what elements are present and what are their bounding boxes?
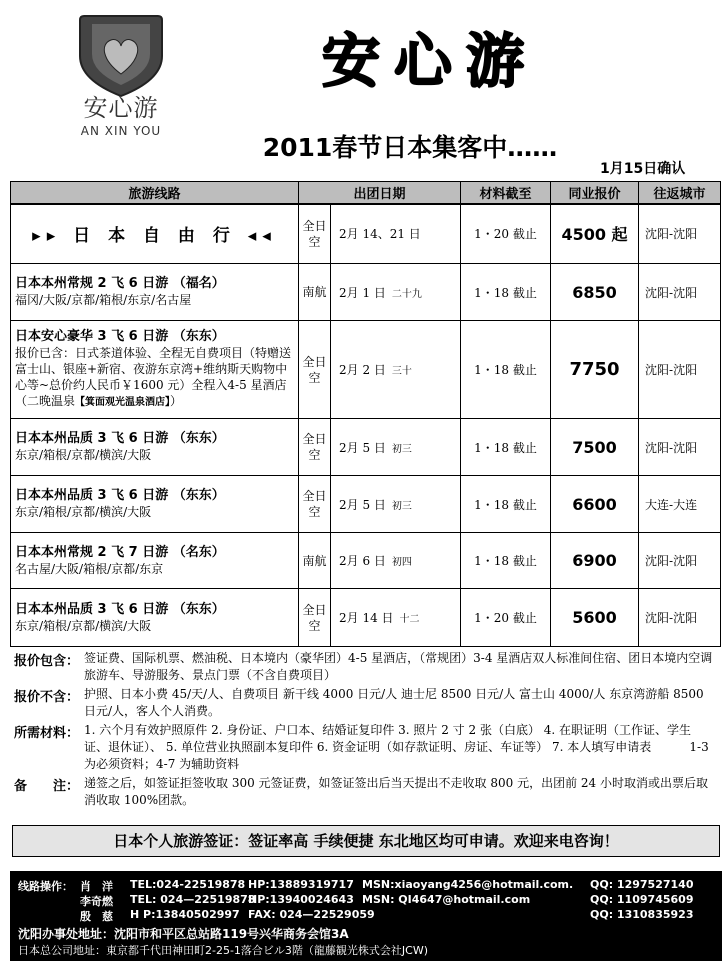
city: 沈阳-沈阳 — [639, 264, 721, 321]
contact-hp: HP:13889319717 — [248, 878, 354, 891]
date-text: 2月 5 日 — [339, 440, 386, 455]
route-cell — [11, 321, 299, 419]
route-title: ▸▸ 日 本 自 由 行 ◂◂ — [11, 204, 299, 264]
contact-name: 殷 慈 — [80, 910, 113, 923]
material-deadline: 1・20 截止 — [461, 589, 551, 647]
date-text: 2月 1 日 — [339, 285, 386, 300]
date-text: 2月 5 日 — [339, 497, 386, 512]
lunar-date: 初三 — [391, 500, 412, 512]
date-text: 2月 14 日 — [339, 611, 394, 625]
price: 6850 — [551, 264, 639, 321]
date-text: 2月 6 日 — [339, 554, 386, 568]
contact-fax: FAX: 024—22529059 — [248, 908, 375, 921]
city: 沈阳-沈阳 — [639, 321, 721, 419]
contact-qq: QQ: 1297527140 — [590, 878, 694, 891]
note-excluded — [14, 686, 714, 720]
date-text: 2月 2 日 — [339, 363, 386, 377]
route-desc-end: ） — [170, 393, 183, 408]
price: 6900 — [551, 533, 639, 589]
lunar-date: 十二 — [399, 614, 420, 625]
route-title: 日本本州品质 3 飞 6 日游 （东东） — [15, 488, 225, 503]
city: 大连-大连 — [639, 476, 721, 533]
confirm-date: 1月15日确认 — [600, 161, 686, 177]
note-remarks — [14, 775, 714, 809]
airline: 全日空 — [299, 419, 331, 476]
price: 6600 — [551, 476, 639, 533]
note-text: 1. 六个月有效护照原件 2. 身份证、户口本、结婚证复印件 3. 照片 2 寸 2 张（白底） 4. 在职证明（工作证、学生证、退休证）、 5. 单位营业执照副本复印件 6. 资金证明（如存款证明、房证、车证等） 7. 本人填写申请表 1-3 为必须资料；4-7 为辅助资料 — [84, 723, 713, 771]
note-label: 所需材料： — [14, 726, 80, 741]
note-label: 备 注： — [14, 779, 80, 794]
airline: 南航 — [299, 264, 331, 321]
table-row — [11, 419, 721, 476]
lunar-date: 三十 — [391, 366, 412, 377]
contact-msn: MSN: QI4647@hotmail.com — [362, 893, 531, 906]
route-cell — [11, 476, 299, 533]
header-price: 同业报价 — [551, 182, 639, 204]
hq-office-address: 日本总公司地址：東京都千代田神田町2-25-1落合ビル3階（龍藤観光株式会社JCW) — [18, 944, 429, 957]
table-row — [11, 589, 721, 647]
lunar-date: 初三 — [391, 443, 412, 455]
city: 沈阳-沈阳 — [639, 419, 721, 476]
header-date: 出团日期 — [299, 182, 461, 204]
lunar-date: 初四 — [391, 557, 412, 568]
material-deadline: 1・20 截止 — [461, 204, 551, 264]
route-desc: 名古屋/大阪/箱根/京都/东京 — [15, 561, 164, 576]
airline: 全日空 — [299, 321, 331, 419]
visa-banner: 日本个人旅游签证：签证率高 手续便捷 东北地区均可申请。欢迎来电咨询！ — [12, 825, 720, 857]
departure-date — [331, 204, 461, 264]
city: 沈阳-沈阳 — [639, 204, 721, 264]
page-subtitle: 2011春节日本集客中…… — [262, 133, 558, 162]
header-route: 旅游线路 — [11, 182, 299, 204]
contact-footer — [10, 871, 722, 961]
note-text: 护照、日本小费 45/天/人、自费项目 新干线 4000 日元/人 迪士尼 8500 日元/人 富士山 4000/人 东京湾游船 8500 日元/人，客人个人消费。 — [84, 687, 704, 718]
city: 沈阳-沈阳 — [639, 589, 721, 647]
contact-qq: QQ: 1310835923 — [590, 908, 694, 921]
contact-msn: MSN:xiaoyang4256@hotmail.com. — [362, 878, 574, 891]
note-text: 签证费、国际机票、燃油税、日本境内（豪华团）4-5 星酒店，（常规团）3-4 星酒店双人标准间住宿、团日本境内空调旅游车、导游服务、景点门票（不含自费项目） — [84, 651, 713, 682]
route-title: 日本安心豪华 3 飞 6 日游 （东东） — [15, 328, 225, 344]
contact-tel: TEL: 024—22519878 — [130, 893, 256, 906]
price: 7750 — [551, 321, 639, 419]
contact-qq: QQ: 1109745609 — [590, 893, 694, 906]
contact-tel: TEL:024-22519878 — [130, 878, 246, 891]
airline: 全日空 — [299, 204, 331, 264]
tour-price-table — [10, 181, 721, 647]
airline: 南航 — [299, 533, 331, 589]
departure-date — [331, 264, 461, 321]
route-cell — [11, 589, 299, 647]
airline: 全日空 — [299, 476, 331, 533]
table-row — [11, 204, 721, 264]
logo-english-text: AN XIN YOU — [80, 124, 162, 138]
table-row — [11, 533, 721, 589]
material-deadline: 1・18 截止 — [461, 533, 551, 589]
note-materials — [14, 722, 714, 773]
material-deadline: 1・18 截止 — [461, 419, 551, 476]
route-desc: 东京/箱根/京都/横滨/大阪 — [15, 448, 152, 462]
route-title: 日本本州品质 3 飞 6 日游 （东东） — [15, 431, 225, 446]
route-cell — [11, 533, 299, 589]
route-desc-text: 报价已含：日式茶道体验、全程无自费项目（特赠送富士山、银座+新宿、夜游东京湾+维纳斯天购物中心等~总价约人民币￥1600 元）全程入4-5 星酒店（二晚温泉 — [15, 345, 292, 408]
route-cell — [11, 419, 299, 476]
material-deadline: 1・18 截止 — [461, 264, 551, 321]
shenyang-office-address: 沈阳办事处地址：沈阳市和平区总站路119号兴华商务会馆3A — [18, 927, 349, 941]
price: 5600 — [551, 589, 639, 647]
price: 4500 起 — [551, 204, 639, 264]
contact-name: 肖 洋 — [80, 880, 113, 893]
material-deadline: 1・18 截止 — [461, 321, 551, 419]
departure-date — [331, 321, 461, 419]
table-row — [11, 476, 721, 533]
date-text: 2月 14、21 日 — [339, 227, 421, 242]
contact-name: 李奇燃 — [80, 895, 113, 908]
note-text: 递签之后，如签证拒签收取 300 元签证费，如签证签出后当天提出不走收取 800 元，出团前 24 小时取消或出票后取消收取 100%团款。 — [84, 776, 708, 807]
route-cell — [11, 264, 299, 321]
brand-title: 安心游 — [321, 27, 538, 95]
route-title: 日本本州品质 3 飞 6 日游 （东东） — [15, 601, 225, 617]
route-desc: 东京/箱根/京都/横滨/大阪 — [15, 618, 152, 633]
lunar-date: 二十九 — [391, 288, 422, 300]
departure-date — [331, 533, 461, 589]
table-row — [11, 264, 721, 321]
departure-date — [331, 589, 461, 647]
route-title: 日本本州常规 2 飞 7 日游 （名东） — [15, 544, 225, 560]
logo-chinese-text: 安心游 — [83, 94, 159, 122]
ops-label: 线路操作： — [18, 880, 73, 893]
material-deadline: 1・18 截止 — [461, 476, 551, 533]
contact-tel: H P:13840502997 — [130, 908, 240, 921]
airline: 全日空 — [299, 589, 331, 647]
route-desc — [15, 345, 298, 411]
contact-hp: HP:13940024643 — [248, 893, 354, 906]
table-header-row — [11, 182, 721, 204]
route-desc: 东京/箱根/京都/横滨/大阪 — [15, 505, 152, 519]
departure-date — [331, 476, 461, 533]
note-label: 报价不含： — [14, 690, 80, 705]
note-included — [14, 650, 714, 684]
route-desc: 福冈/大阪/京都/箱根/东京/名古屋 — [15, 293, 192, 307]
route-title: 日本本州常规 2 飞 6 日游 （福名） — [15, 276, 225, 291]
table-row — [11, 321, 721, 419]
notes-block — [14, 650, 714, 809]
header-city: 往返城市 — [639, 182, 721, 204]
hotel-name: 【箕面观光温泉酒店】 — [75, 396, 171, 408]
city: 沈阳-沈阳 — [639, 533, 721, 589]
note-label: 报价包含： — [14, 654, 80, 669]
header-deadline: 材料截至 — [461, 182, 551, 204]
price: 7500 — [551, 419, 639, 476]
departure-date — [331, 419, 461, 476]
